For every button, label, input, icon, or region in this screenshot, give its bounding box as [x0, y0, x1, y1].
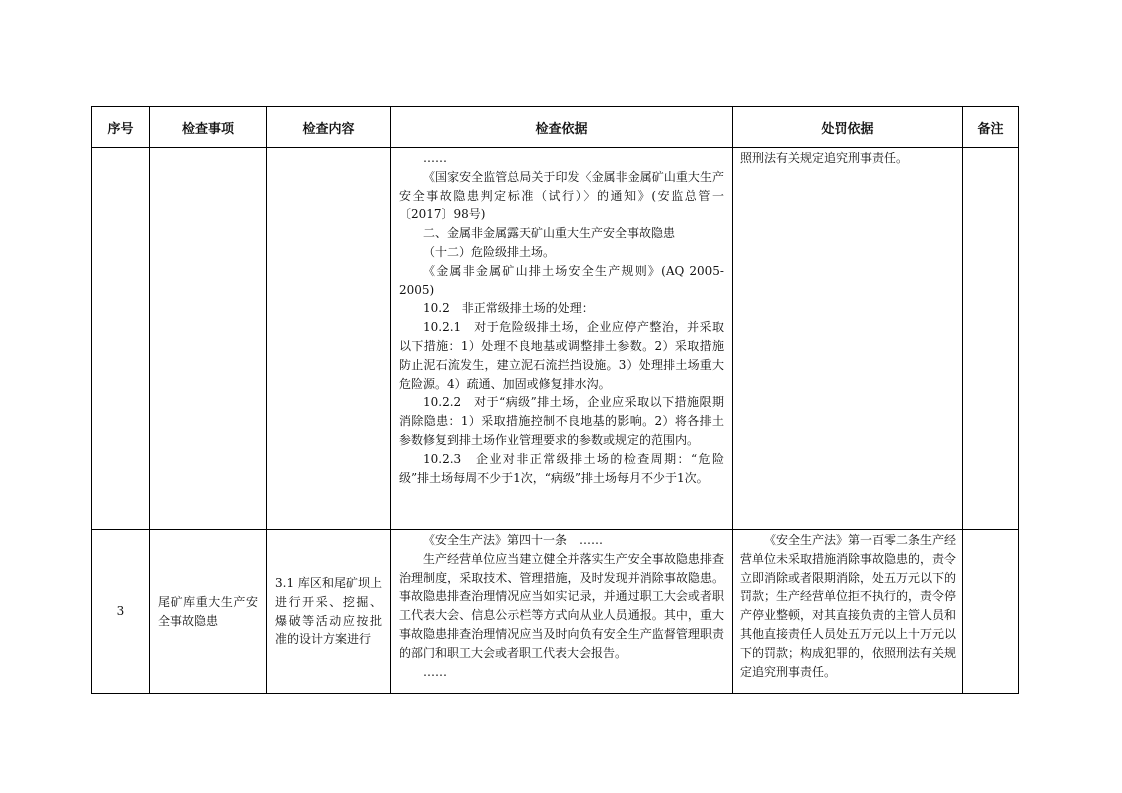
basis-paragraph: 《安全生产法》第四十一条 …… — [423, 533, 604, 547]
basis-paragraph: 10.2.1 对于危险级排土场，企业应停产整治，并采取以下措施：1）处理不良地基或调整排土参数。2）采取措施防止泥石流发生，建立泥石流拦挡设施。3）处理排土场重大危险源。4）疏通、加固或修复排水沟。 — [399, 320, 724, 391]
cell-basis — [391, 148, 733, 530]
basis-paragraph: 生产经营单位应当建立健全并落实生产安全事故隐患排查治理制度，采取技术、管理措施，及时发现并消除事故隐患。事故隐患排查治理情况应当如实记录，并通过职工大会或者职工代表大会、信息公示栏等方式向从业人员通报。其中，重大事故隐患排查治理情况应当及时向负有安全生产监督管理职责的部门和职工大会或者职工代表大会报告。 — [399, 551, 724, 660]
basis-paragraph: 10.2.3 企业对非正常级排土场的检查周期：“危险级”排土场每周不少于1次，“病级”排土场每月不少于1次。 — [399, 451, 724, 485]
header-penalty: 处罚依据 — [733, 107, 963, 148]
header-remark: 备注 — [963, 107, 1019, 148]
basis-paragraph: （十二）危险级排土场。 — [423, 244, 556, 259]
penalty-text: 照刑法有关规定追究刑事责任。 — [740, 151, 909, 165]
basis-paragraph: …… — [423, 664, 447, 679]
table-row — [92, 148, 1019, 530]
basis-paragraph: 二、金属非金属露天矿山重大生产安全事故隐患 — [423, 226, 676, 241]
basis-paragraph: …… — [423, 151, 447, 165]
content-text: 3.1 库区和尾矿坝上进行开采、挖掘、爆破等活动应按批准的设计方案进行 — [275, 575, 382, 647]
cell-seq — [92, 148, 150, 530]
table-header-row — [92, 107, 1019, 148]
item-text: 尾矿库重大生产安全事故隐患 — [158, 594, 258, 628]
header-seq: 序号 — [92, 107, 150, 148]
basis-paragraph: 10.2 非正常级排土场的处理： — [423, 301, 594, 316]
basis-paragraph: 《金属非金属矿山排土场安全生产规则》(AQ 2005-2005) — [399, 263, 724, 297]
cell-penalty — [733, 530, 963, 694]
basis-paragraph: 《国家安全监管总局关于印发〈金属非金属矿山重大生产安全事故隐患判定标准（试行）〉的通知》(安监总管一〔2017〕98号) — [399, 169, 724, 222]
cell-remark — [963, 148, 1019, 530]
cell-seq: 3 — [92, 530, 150, 694]
penalty-text: 《安全生产法》第一百零二条生产经营单位未采取措施消除事故隐患的，责令立即消除或者限期消除，处五万元以下的罚款；生产经营单位拒不执行的，责令停产停业整顿，对其直接负责的主管人员和其他直接责任人员处五万元以上十万元以下的罚款；构成犯罪的，依照刑法有关规定追究刑事责任。 — [740, 533, 957, 679]
cell-content — [267, 530, 391, 694]
header-basis: 检查依据 — [391, 107, 733, 148]
cell-remark — [963, 530, 1019, 694]
cell-content — [267, 148, 391, 530]
cell-item — [150, 530, 267, 694]
table-row — [92, 530, 1019, 694]
inspection-table — [91, 106, 1019, 694]
header-item: 检查事项 — [150, 107, 267, 148]
header-content: 检查内容 — [267, 107, 391, 148]
cell-penalty — [733, 148, 963, 530]
basis-paragraph: 10.2.2 对于“病级”排土场，企业应采取以下措施限期消除隐患：1）采取措施控制不良地基的影响。2）将各排土参数修复到排土场作业管理要求的参数或规定的范围内。 — [399, 395, 724, 447]
cell-item — [150, 148, 267, 530]
cell-basis — [391, 530, 733, 694]
